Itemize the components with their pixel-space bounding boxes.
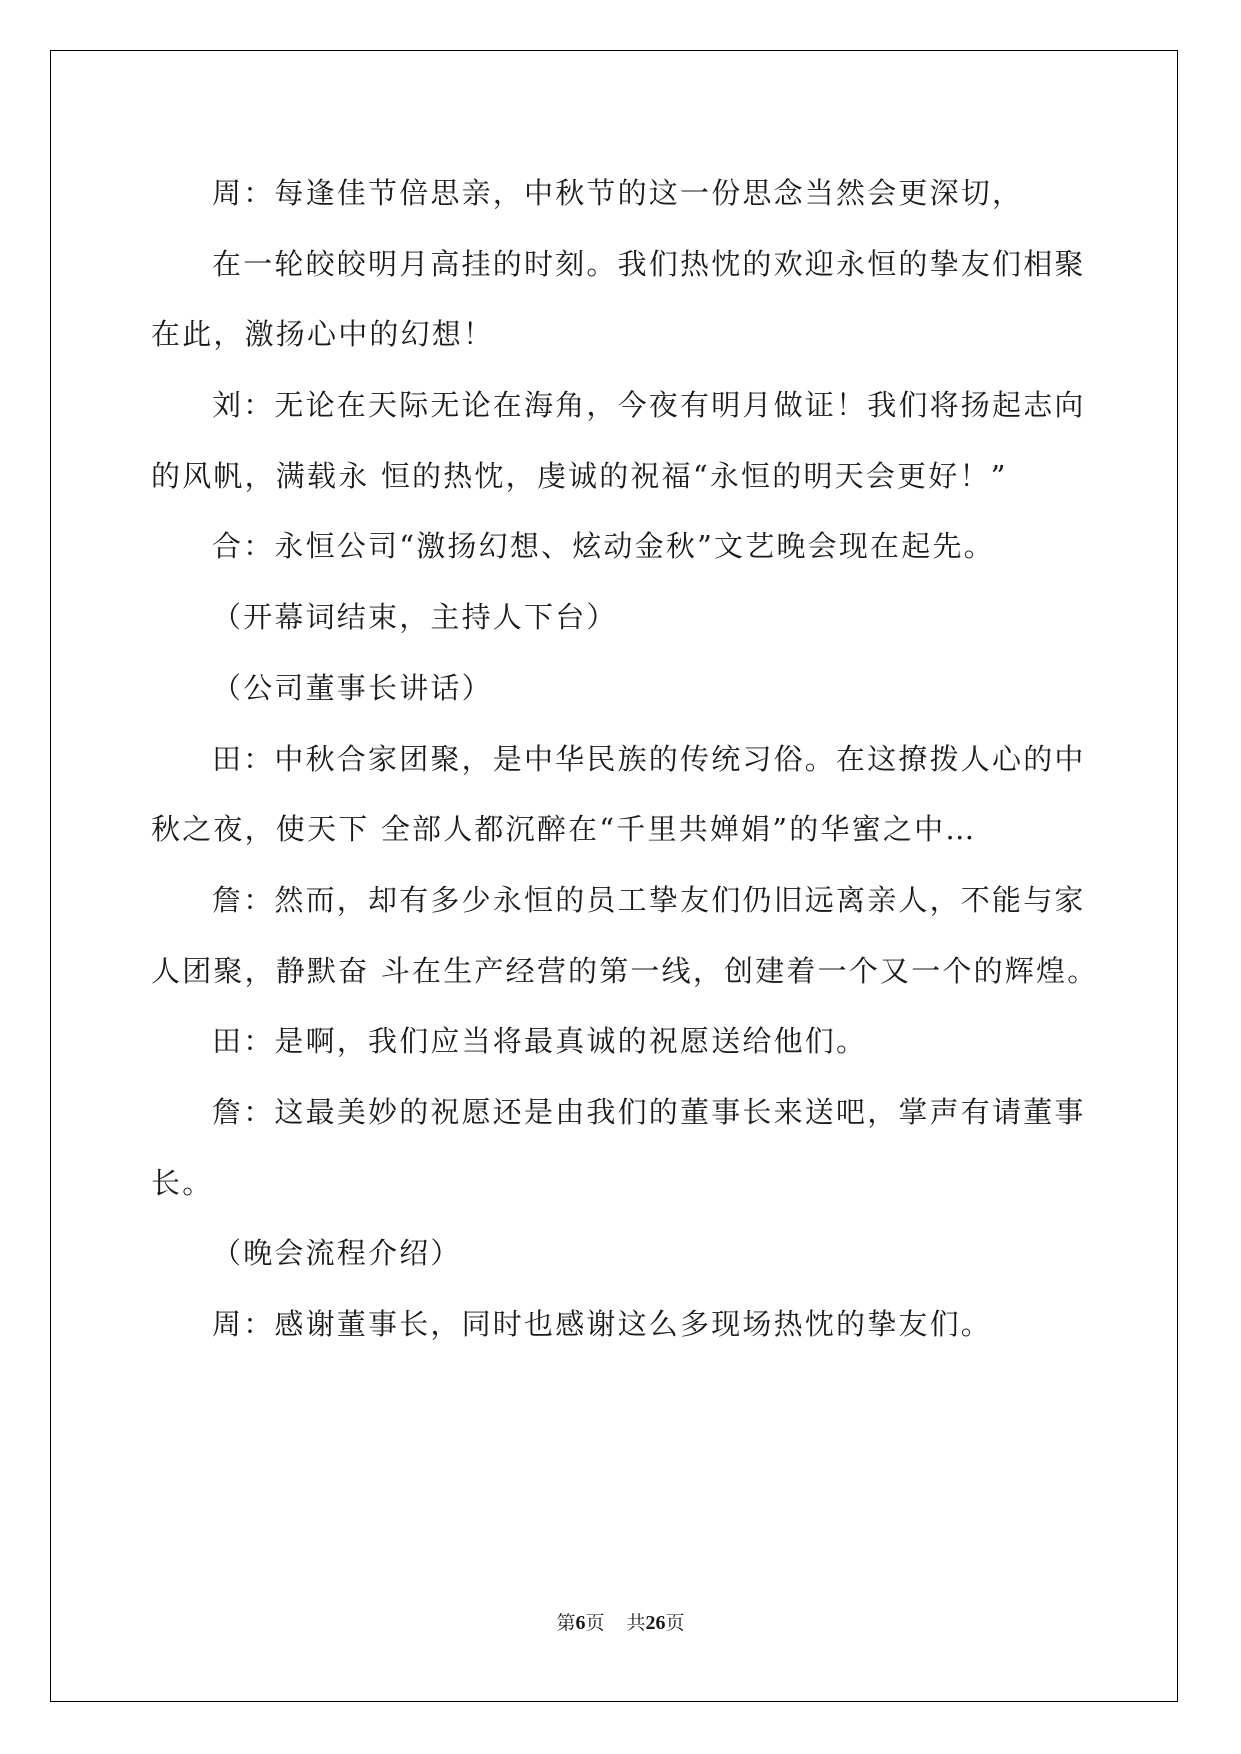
paragraph-line: 在此，激扬心中的幻想！ bbox=[151, 317, 495, 352]
page-footer bbox=[0, 1611, 1241, 1635]
total-suffix: 页 bbox=[665, 1612, 685, 1634]
paragraph-line: 詹：然而，却有多少永恒的员工挚友们仍旧远离亲人，不能与家 bbox=[212, 882, 1086, 917]
page-suffix: 页 bbox=[585, 1612, 605, 1634]
paragraph-line: 刘：无论在天际无论在海角，今夜有明月做证！我们将扬起志向 bbox=[212, 388, 1086, 423]
paragraph-line: 人团聚，静默奋 斗在生产经营的第一线，创建着一个又一个的辉煌。 bbox=[151, 953, 1099, 988]
paragraph-line: （公司董事长讲话） bbox=[212, 670, 493, 705]
total-prefix: 共 bbox=[626, 1612, 646, 1634]
page-prefix: 第 bbox=[556, 1612, 576, 1634]
paragraph-line: 周：感谢董事长，同时也感谢这么多现场热忱的挚友们。 bbox=[212, 1307, 993, 1341]
paragraph-line: 田：是啊，我们应当将最真诚的祝愿送给他们。 bbox=[212, 1024, 868, 1059]
paragraph-line: 田：中秋合家团聚，是中华民族的传统习俗。在这撩拨人心的中 bbox=[212, 741, 1086, 776]
total-pages-number: 26 bbox=[645, 1612, 666, 1634]
paragraph-line: 的风帆，满载永 恒的热忱，虔诚的祝福“永恒的明天会更好！” bbox=[151, 458, 1008, 493]
paragraph-line: 周：每逢佳节倍思亲，中秋节的这一份思念当然会更深切， bbox=[212, 176, 1024, 210]
paragraph-line: 长。 bbox=[151, 1165, 214, 1200]
paragraph-line: 在一轮皎皎明月高挂的时刻。我们热忱的欢迎永恒的挚友们相聚 bbox=[212, 246, 1086, 281]
current-page-number: 6 bbox=[575, 1612, 586, 1634]
paragraph-line: 秋之夜，使天下 全部人都沉醉在“千里共婵娟”的华蜜之中… bbox=[151, 812, 977, 847]
paragraph-line: （晚会流程介绍） bbox=[212, 1236, 462, 1271]
paragraph-line: （开幕词结束，主持人下台） bbox=[212, 600, 618, 635]
paragraph-line: 詹：这最美妙的祝愿还是由我们的董事长来送吧，掌声有请董事 bbox=[212, 1094, 1086, 1129]
paragraph-line: 合：永恒公司“激扬幻想、炫动金秋”文艺晚会现在起先。 bbox=[212, 529, 995, 564]
document-body bbox=[151, 158, 1099, 1360]
